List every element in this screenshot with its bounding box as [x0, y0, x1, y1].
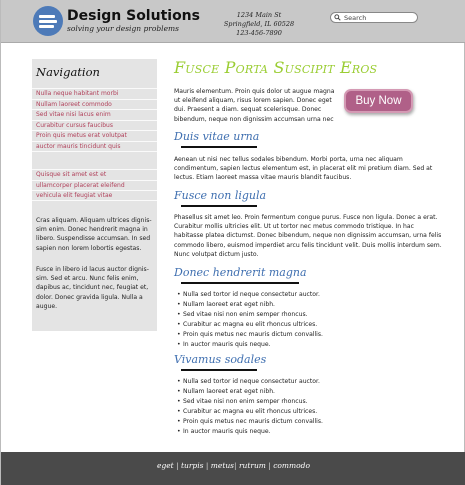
sidebar-title: Navigation [36, 65, 100, 79]
search-input[interactable] [330, 12, 418, 23]
nav-link[interactable]: auctor mauris tincidunt quis [32, 141, 157, 152]
section-heading-3: Donec hendrerit magna [174, 266, 307, 279]
list-item: • Curabitur ac magna eu elit rhoncus ultrices. [177, 407, 437, 417]
sidebar-text-1: Cras aliquam. Aliquam ultrices dignis-sim enim. Donec hendrerit magna in libero. Suspendisse accumsan. In sed sapien non lorem lobortis egestas. [36, 217, 152, 252]
sidebar [32, 59, 157, 331]
footer-link[interactable]: metus [210, 461, 235, 470]
nav-link[interactable]: Proin quis metus erat volutpat [32, 130, 157, 141]
list-item: • Sed vitae nisi non enim semper rhoncus. [177, 397, 437, 407]
list-item: • Nullam laoreet erat eget nibh. [177, 387, 437, 397]
contact-address [219, 11, 299, 38]
heading-underline [181, 205, 257, 207]
nav-link[interactable]: Quisque sit amet est et [32, 169, 157, 180]
footer-links [1, 461, 465, 470]
list-item: • Nulla sed tortor id neque consectetur auctor. [177, 290, 437, 300]
nav-link[interactable]: Sed vitae nisi lacus enim [32, 109, 157, 120]
section-text-2: Phasellus sit amet leo. Proin fermentum congue purus. Fusce non ligula. Donec a erat. Curabitur mollis ultricies elit. Ut ut tortor nec metus commodo tristique. In hac habitasse platea dictumst. Donec bibendum, neque non dignissim accumsan, urna felis commodo libero, euismod imperdiet arcu felis tincidunt velit. Duis mollis interdum sem. Nunc volutpat dictum justo. [174, 214, 442, 258]
list-item: • Nullam laoreet erat eget nibh. [177, 300, 437, 310]
site-header [1, 0, 465, 43]
bullet-list-2 [177, 377, 437, 436]
logo-icon[interactable] [33, 6, 63, 36]
buy-now-button[interactable]: Buy Now [344, 89, 413, 113]
address-street: 1234 Main St [236, 11, 282, 19]
footer-separator: | [173, 461, 181, 470]
list-item: • Sed vitae nisi non enim semper rhoncus. [177, 310, 437, 320]
nav-link[interactable]: ullamcorper placerat eleifend [32, 180, 157, 191]
nav-list-primary [32, 88, 157, 152]
bullet-list-1 [177, 290, 437, 349]
nav-link[interactable]: vehicula elit feugiat vitae [32, 190, 157, 201]
footer-link[interactable]: rutrum [238, 461, 266, 470]
site-tagline: solving your design problems [67, 24, 179, 33]
section-heading-2: Fusce non ligula [174, 189, 267, 202]
nav-link[interactable]: Nullam laoreet commodo [32, 99, 157, 110]
section-heading-1: Duis vitae urna [174, 130, 260, 143]
main-heading: Fusce Porta Suscipit Eros [174, 58, 378, 77]
footer-separator: | [234, 461, 239, 470]
list-item: • Curabitur ac magna eu elit rhoncus ultrices. [177, 320, 437, 330]
list-item: • In auctor mauris quis neque. [177, 427, 437, 437]
footer-link[interactable]: commodo [273, 461, 310, 470]
section-heading-4: Vivamus sodales [174, 353, 267, 366]
list-item: • In auctor mauris quis neque. [177, 340, 437, 350]
nav-list-secondary [32, 169, 157, 201]
search-placeholder: Search [344, 14, 367, 22]
address-phone: 123-456-7890 [236, 29, 282, 37]
footer-link[interactable]: turpis [181, 461, 204, 470]
sidebar-text-2: Fusce in libero id lacus auctor dignis-sim. Sed et arcu. Nunc felis enim, dapibus ac, tincidunt nec, feugiat et, dolor. Donec gravida ligula. Nulla a augue. [36, 266, 149, 310]
footer-separator: | [265, 461, 274, 470]
heading-underline [181, 369, 257, 371]
footer-separator: | [203, 461, 211, 470]
list-item: • Proin quis metus nec mauris dictum convallis. [177, 330, 437, 340]
section-text-1: Aenean ut nisi nec tellus sodales bibendum. Morbi porta, urna nec aliquam condimentum, sapien lectus elementum est, in placerat elit mi pretium diam. Sed at lectus. Etiam laoreet massa vitae mauris blandit faucibus. [174, 156, 433, 182]
footer-link[interactable]: eget [157, 461, 174, 470]
site-footer [1, 452, 465, 485]
nav-link[interactable]: Nulla neque habitant morbi [32, 88, 157, 99]
address-city: Springfield, IL 60528 [223, 20, 295, 28]
site-title[interactable]: Design Solutions [67, 8, 200, 24]
list-item: • Proin quis metus nec mauris dictum convallis. [177, 417, 437, 427]
list-item: • Nulla sed tortor id neque consectetur auctor. [177, 377, 437, 387]
intro-paragraph: Mauris elementum. Proin quis dolor ut augue magna ut eleifend aliquam, risus lorem sapien. Donec eget dui. Praesent a diam. sequat scelerisque. Donec bibendum, neque non dignissim accumsan urna nec [174, 88, 335, 123]
heading-underline [181, 146, 257, 148]
heading-underline [181, 282, 299, 284]
search-icon [334, 14, 341, 21]
nav-link[interactable]: Curabitur cursus faucibus [32, 120, 157, 131]
